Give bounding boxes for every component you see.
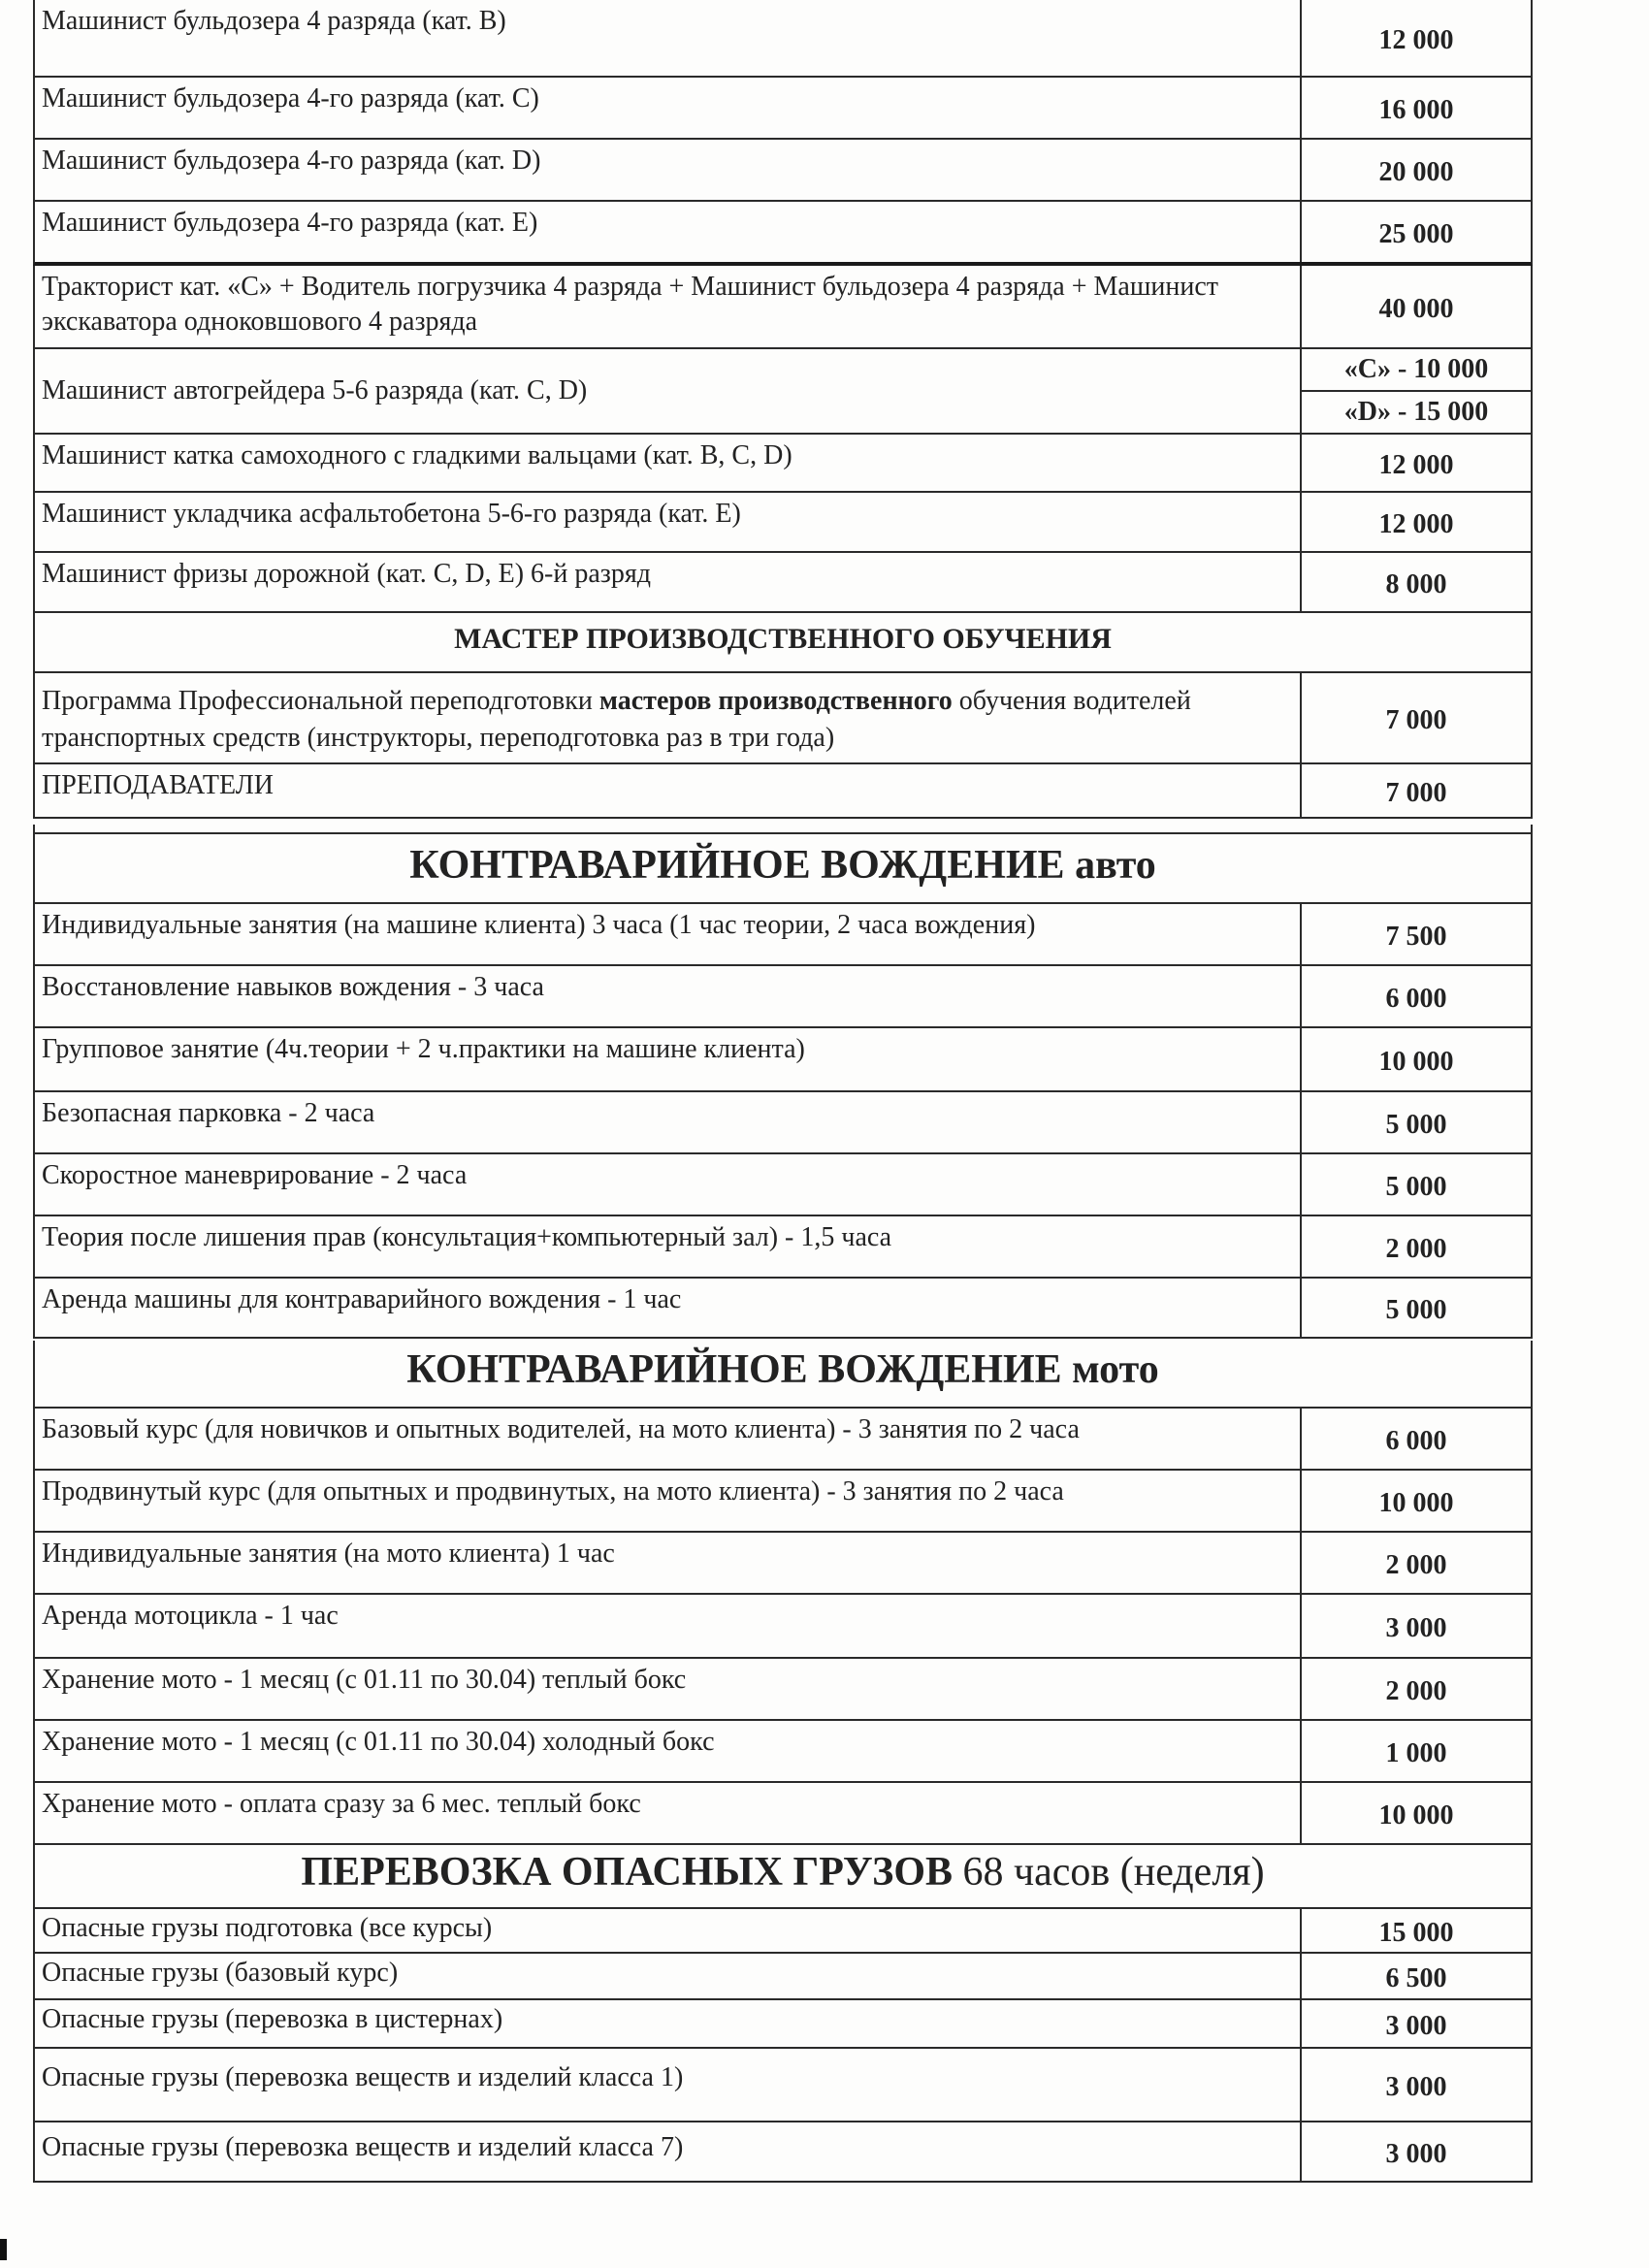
service-price: 1 000 — [1300, 1721, 1531, 1781]
service-name: Безопасная парковка - 2 часа — [42, 1098, 375, 1128]
master-name-part: Программа Профессиональной переподготовки — [42, 686, 599, 716]
table-row — [33, 1907, 1533, 1954]
service-price: 3 000 — [1300, 2122, 1531, 2181]
moto-table — [33, 1407, 1533, 1845]
moto-section-heading — [33, 1346, 1533, 1393]
service-name: Опасные грузы (базовый курс) — [42, 1958, 399, 1988]
service-name: Машинист бульдозера 4-го разряда (кат. С) — [42, 83, 539, 113]
service-price: 40 000 — [1300, 266, 1531, 347]
service-price: 6 500 — [1300, 1954, 1531, 1998]
table-row — [33, 1216, 1533, 1279]
table-row — [33, 1595, 1533, 1659]
auto-heading-suffix: авто — [1075, 843, 1156, 888]
service-price: 16 000 — [1300, 78, 1531, 138]
service-name: Хранение мото - 1 месяц (с 01.11 по 30.04) холодный бокс — [42, 1727, 715, 1757]
auto-table — [33, 902, 1533, 1339]
service-name: Машинист автогрейдера 5-6 разряда (кат. С, D) — [42, 375, 588, 405]
service-price: 7 000 — [1300, 673, 1531, 762]
service-price: 2 000 — [1300, 1659, 1531, 1719]
table-row — [33, 78, 1533, 140]
moto-heading-suffix: мото — [1072, 1347, 1159, 1392]
auto-heading-main: КОНТРАВАРИЙНОЕ ВОЖДЕНИЕ — [409, 843, 1065, 888]
service-price: 10 000 — [1300, 1471, 1531, 1531]
service-price: 5 000 — [1300, 1279, 1531, 1337]
table-row — [33, 1783, 1533, 1845]
table-row — [33, 493, 1533, 553]
hazard-table — [33, 1907, 1533, 2183]
master-name-bold: мастеров производственного — [598, 686, 953, 716]
table-row — [33, 435, 1533, 493]
table-row — [33, 266, 1533, 349]
table-row — [33, 1533, 1533, 1595]
table-row — [33, 2000, 1533, 2049]
service-name: Восстановление навыков вождения - 3 часа — [42, 972, 544, 1002]
table-row — [33, 671, 1533, 764]
service-price: 10 000 — [1300, 1028, 1531, 1090]
service-price-split — [1300, 349, 1531, 433]
service-name: Опасные грузы (перевозка веществ и изделий класса 1) — [42, 2062, 684, 2092]
service-name: Скоростное маневрирование - 2 часа — [42, 1160, 468, 1190]
table-row-grader — [33, 349, 1533, 435]
table-row — [33, 202, 1533, 266]
service-name: Машинист укладчика асфальтобетона 5-6-го разряда (кат. Е) — [42, 499, 741, 529]
service-price: 12 000 — [1300, 435, 1531, 491]
table-row — [33, 1279, 1533, 1339]
table-row — [33, 2049, 1533, 2122]
service-name: Опасные грузы (перевозка веществ и изделий класса 7) — [42, 2132, 684, 2162]
service-name: Машинист бульдозера 4-го разряда (кат. D) — [42, 146, 541, 176]
table-row — [33, 902, 1533, 966]
price-category-c: «С» - 10 000 — [1302, 349, 1531, 392]
hazard-heading-main: ПЕРЕВОЗКА ОПАСНЫХ ГРУЗОВ — [301, 1850, 954, 1895]
service-price: 6 000 — [1300, 1409, 1531, 1469]
service-name: Базовый курс (для новичков и опытных водителей, на мото клиента) - 3 занятия по 2 часа — [42, 1414, 1080, 1444]
service-name: Теория после лишения прав (консультация+компьютерный зал) - 1,5 часа — [42, 1222, 892, 1252]
service-name: Машинист бульдозера 4 разряда (кат. В) — [42, 6, 506, 36]
service-price: 5 000 — [1300, 1092, 1531, 1152]
auto-section-heading — [33, 842, 1533, 889]
service-price: 12 000 — [1300, 0, 1531, 76]
master-section-heading: МАСТЕР ПРОИЗВОДСТВЕННОГО ОБУЧЕНИЯ — [454, 623, 1112, 655]
master-name-part: обучения водителей транспортных средств (инструкторы, переподготовка раз в три года) — [42, 686, 1191, 753]
service-name: Групповое занятие (4ч.теории + 2 ч.практики на машине клиента) — [42, 1034, 805, 1064]
service-price: 5 000 — [1300, 1154, 1531, 1215]
master-table — [33, 671, 1533, 819]
table-row — [33, 1659, 1533, 1721]
service-price: 3 000 — [1300, 1595, 1531, 1657]
service-name: Тракторист кат. «С» + Водитель погрузчика 4 разряда + Машинист бульдозера 4 разряда + Машинист экскаватора одноковшового 4 разряда — [42, 272, 1218, 337]
service-name: Машинист фризы дорожной (кат. С, D, Е) 6-й разряд — [42, 559, 651, 589]
table-row — [33, 1154, 1533, 1216]
service-price: 3 000 — [1300, 2049, 1531, 2121]
service-name: Индивидуальные занятия (на мото клиента) 1 час — [42, 1539, 615, 1569]
price-category-d: «D» - 15 000 — [1343, 397, 1489, 427]
service-name: Машинист бульдозера 4-го разряда (кат. Е) — [42, 208, 538, 238]
service-price: 7 000 — [1300, 764, 1531, 817]
service-price: 7 500 — [1300, 904, 1531, 964]
service-price: 2 000 — [1300, 1533, 1531, 1593]
service-name: Опасные грузы (перевозка в цистернах) — [42, 2004, 503, 2034]
service-price: 2 000 — [1300, 1216, 1531, 1277]
table-row — [33, 1092, 1533, 1154]
hazard-section-heading — [33, 1849, 1533, 1895]
service-name: Опасные грузы подготовка (все курсы) — [42, 1913, 493, 1943]
table-row — [33, 1954, 1533, 2000]
service-price: 8 000 — [1300, 553, 1531, 611]
table-row — [33, 1471, 1533, 1533]
table-row — [33, 140, 1533, 202]
service-name — [35, 673, 1300, 762]
moto-heading-main: КОНТРАВАРИЙНОЕ ВОЖДЕНИЕ — [406, 1347, 1062, 1392]
service-name: Индивидуальные занятия (на машине клиента) 3 часа (1 час теории, 2 часа вождения) — [42, 910, 1036, 940]
service-price: 10 000 — [1300, 1783, 1531, 1843]
service-name: Машинист катка самоходного с гладкими вальцами (кат. В, С, D) — [42, 440, 792, 470]
table-row — [33, 1028, 1533, 1092]
service-price: 6 000 — [1300, 966, 1531, 1026]
service-price: 3 000 — [1300, 2000, 1531, 2047]
table-row — [33, 2122, 1533, 2183]
service-name: ПРЕПОДАВАТЕЛИ — [42, 770, 274, 800]
table-row — [33, 0, 1533, 78]
table-row — [33, 966, 1533, 1028]
service-price: 20 000 — [1300, 140, 1531, 200]
hazard-heading-suffix: 68 часов (неделя) — [962, 1850, 1265, 1895]
service-name: Аренда мотоцикла - 1 час — [42, 1601, 339, 1631]
machinist-table — [33, 0, 1533, 613]
service-price: 12 000 — [1300, 493, 1531, 551]
service-price: 15 000 — [1300, 1909, 1531, 1952]
service-name: Аренда машины для контраварийного вождения - 1 час — [42, 1284, 682, 1314]
table-row — [33, 764, 1533, 819]
scan-edge-mark — [0, 2239, 7, 2260]
service-name: Хранение мото - 1 месяц (с 01.11 по 30.04) теплый бокс — [42, 1665, 687, 1695]
table-row — [33, 1407, 1533, 1471]
service-price: 25 000 — [1300, 202, 1531, 262]
table-row — [33, 553, 1533, 613]
table-row — [33, 1721, 1533, 1783]
service-name: Хранение мото - оплата сразу за 6 мес. теплый бокс — [42, 1789, 641, 1819]
service-name: Продвинутый курс (для опытных и продвинутых, на мото клиента) - 3 занятия по 2 часа — [42, 1476, 1064, 1507]
